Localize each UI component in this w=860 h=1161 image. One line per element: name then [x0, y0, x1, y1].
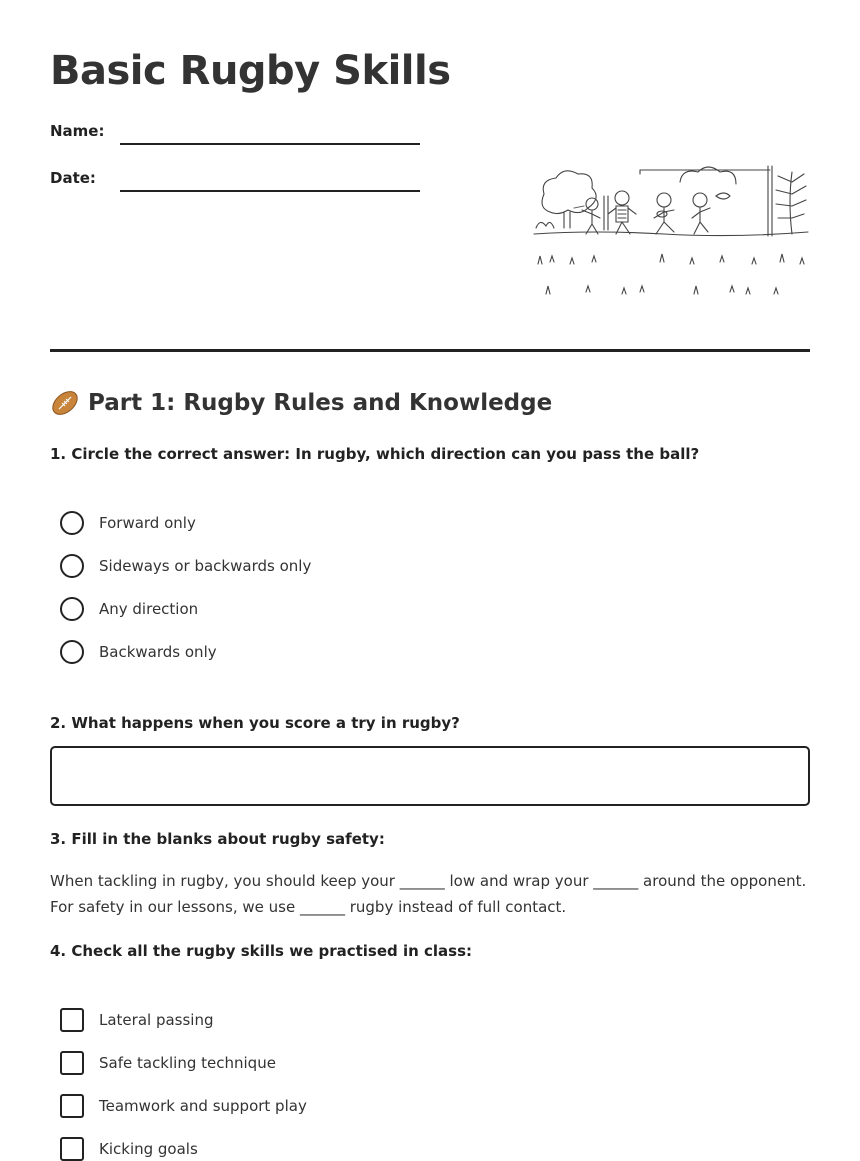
section-1-title: Part 1: Rugby Rules and Knowledge: [88, 390, 553, 416]
rugby-ball-icon: [50, 388, 80, 418]
q1-option-label: Any direction: [99, 600, 199, 618]
q1-option-label: Sideways or backwards only: [99, 557, 312, 575]
checkbox[interactable]: [60, 1008, 84, 1032]
question-4: 4. Check all the rugby skills we practised in class:: [50, 942, 473, 960]
children-playing-rugby-illustration: [530, 152, 812, 304]
q1-option[interactable]: [60, 554, 311, 578]
radio-circle[interactable]: [60, 597, 84, 621]
worksheet-title: Basic Rugby Skills: [50, 48, 451, 94]
q4-option[interactable]: [60, 1137, 198, 1161]
question-3: 3. Fill in the blanks about rugby safety:: [50, 830, 385, 848]
q4-option-label: Safe tackling technique: [99, 1054, 276, 1072]
q4-option-label: Lateral passing: [99, 1011, 214, 1029]
radio-circle[interactable]: [60, 554, 84, 578]
checkbox[interactable]: [60, 1094, 84, 1118]
date-field[interactable]: [120, 190, 420, 192]
date-label: Date:: [50, 169, 96, 187]
q1-option-label: Backwards only: [99, 643, 217, 661]
question-2: 2. What happens when you score a try in rugby?: [50, 714, 460, 732]
q1-option[interactable]: [60, 597, 198, 621]
q4-option[interactable]: [60, 1094, 307, 1118]
q4-option-label: Teamwork and support play: [99, 1097, 307, 1115]
q4-option-label: Kicking goals: [99, 1140, 198, 1158]
q4-option[interactable]: [60, 1008, 214, 1032]
q1-option[interactable]: [60, 640, 217, 664]
section-1-heading: [50, 388, 552, 418]
q2-answer-box[interactable]: [50, 746, 810, 806]
radio-circle[interactable]: [60, 511, 84, 535]
q4-option[interactable]: [60, 1051, 276, 1075]
q3-fill-in-paragraph: When tackling in rugby, you should keep your ______ low and wrap your ______ around the opponent. For safety in our lessons, we use ______ rugby instead of full contact.: [50, 872, 807, 916]
radio-circle[interactable]: [60, 640, 84, 664]
q1-option[interactable]: [60, 511, 196, 535]
header-divider: [50, 349, 810, 352]
name-label: Name:: [50, 122, 105, 140]
question-1: 1. Circle the correct answer: In rugby, which direction can you pass the ball?: [50, 445, 700, 463]
checkbox[interactable]: [60, 1051, 84, 1075]
q1-option-label: Forward only: [99, 514, 196, 532]
name-field[interactable]: [120, 143, 420, 145]
checkbox[interactable]: [60, 1137, 84, 1161]
